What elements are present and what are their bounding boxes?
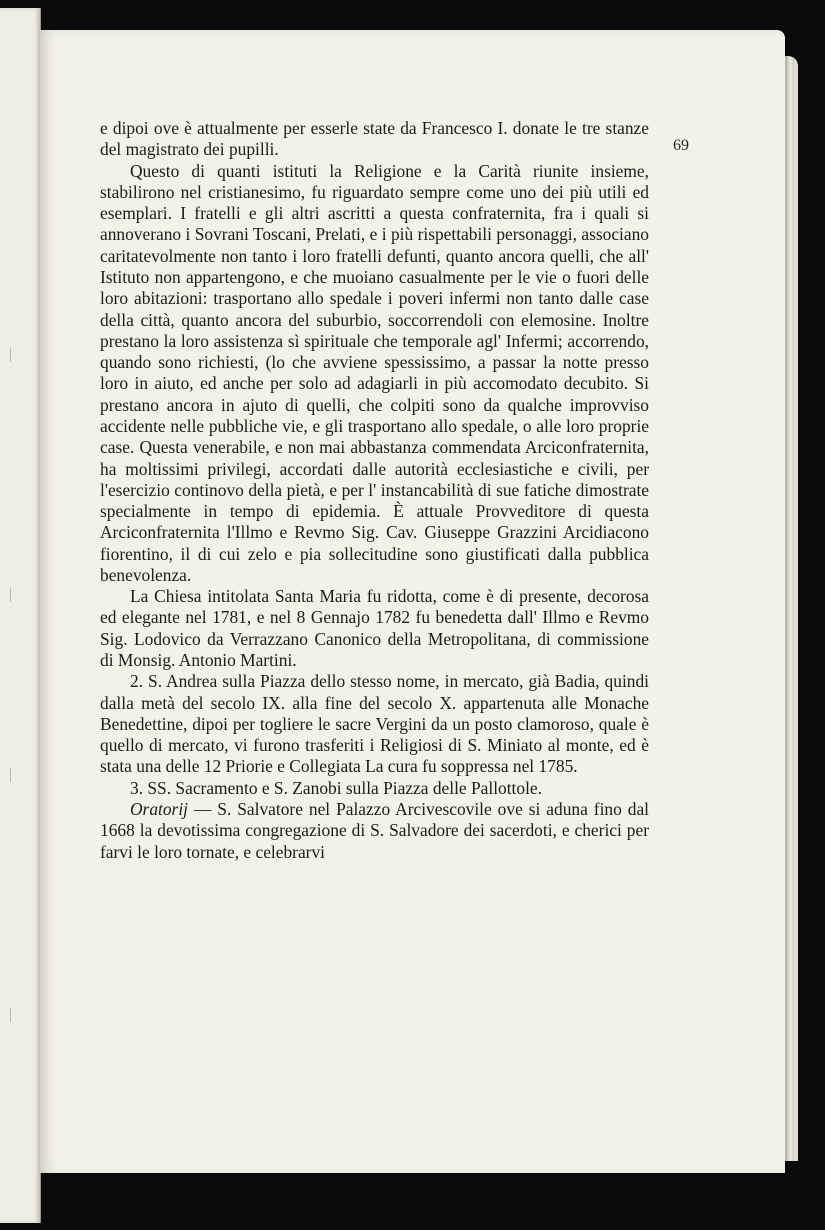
stitch-mark bbox=[0, 768, 11, 782]
paragraph-continued: e dipoi ove è attualmente per esserle state da Francesco I. donate le tre stanze del magistrato dei pupilli. bbox=[100, 118, 649, 160]
stitch-mark bbox=[0, 348, 11, 362]
oratorij-text: — S. Salvatore nel Palazzo Arcivescovile ove si aduna fino dal 1668 la devotissima congregazione di S. Salvadore dei sacerdoti, e cherici per farvi le loro tornate, e celebrarvi bbox=[100, 799, 649, 862]
paragraph-oratorij bbox=[100, 799, 649, 863]
page-number: 69 bbox=[673, 137, 689, 154]
oratorij-heading: Oratorij bbox=[130, 799, 188, 819]
paragraph-ss-sacramento: 3. SS. Sacramento e S. Zanobi sulla Piazza delle Pallottole. bbox=[130, 777, 542, 798]
paragraph-chiesa: La Chiesa intitolata Santa Maria fu ridotta, come è di presente, decorosa ed elegante nel 1781, e nel 8 Gennajo 1782 fu benedetta dall' Illmo e Revmo Sig. Lodovico da Verrazzano Canonico della Metropolitana, di commissione di Monsig. Antonio Martini. bbox=[100, 586, 649, 671]
previous-page-edge bbox=[0, 8, 41, 1223]
stitch-mark bbox=[0, 588, 11, 602]
paragraph-s-andrea: 2. S. Andrea sulla Piazza dello stesso nome, in mercato, già Badia, quindi dalla metà del secolo IX. alla fine del secolo X. appartenuta alle Monache Benedettine, dipoi per togliere le sacre Vergini da un posto clamoroso, quale è quello di mercato, vi furono trasferiti i Religiosi di S. Miniato al monte, ed è stata una delle 12 Priorie e Collegiata La cura fu soppressa nel 1785. bbox=[100, 671, 649, 777]
paragraph-confraternity: Questo di quanti istituti la Religione e la Carità riunite insieme, stabilirono nel cristianesimo, fu riguardato sempre come uno dei più utili ed esemplari. I fratelli e gli altri ascritti a questa confraternita, fra i quali si annoverano i Sovrani Toscani, Prelati, e i più rispettabili personaggi, associano caritatevolmente non tanto i loro fratelli defunti, quanto ancora quelli, che all' Istituto non appartengono, e che muoiano casualmente per le vie o fuori delle loro abitazioni: trasportano allo spedale i poveri infermi non tanto dalle case della città, quanto ancora del suburbio, soccorrendoli con elemosine. Inoltre prestano la loro assistenza sì spirituale che temporale agl' Infermi; accorrendo, quando sono richiesti, (lo che avviene spessissimo, a passar la notte presso loro in aiuto, ed anche per solo ad adagiarli in più accomodato decubito. Si prestano ancora in ajuto di quelli, che colpiti sono da qualche improvviso accidente nelle pubbliche vie, e gli trasportano allo spedale, o alle loro proprie case. Questa venerabile, e non mai abbastanza commendata Arciconfraternita, ha moltissimi privilegi, accordati dalle autorità ecclesiastiche e civili, per l'esercizio continovo della pietà, e per l' instancabilità di sue fatiche dimostrate specialmente in tempo di epidemia. È attuale Provveditore di questa Arciconfraternita l'Illmo e Revmo Sig. Cav. Giuseppe Grazzini Arcidiacono fiorentino, il di cui zelo e pia sollecitudine sono giustificati dalla pubblica benevolenza. bbox=[100, 160, 649, 585]
stitch-mark bbox=[0, 1008, 11, 1022]
page-body-text bbox=[100, 118, 649, 863]
